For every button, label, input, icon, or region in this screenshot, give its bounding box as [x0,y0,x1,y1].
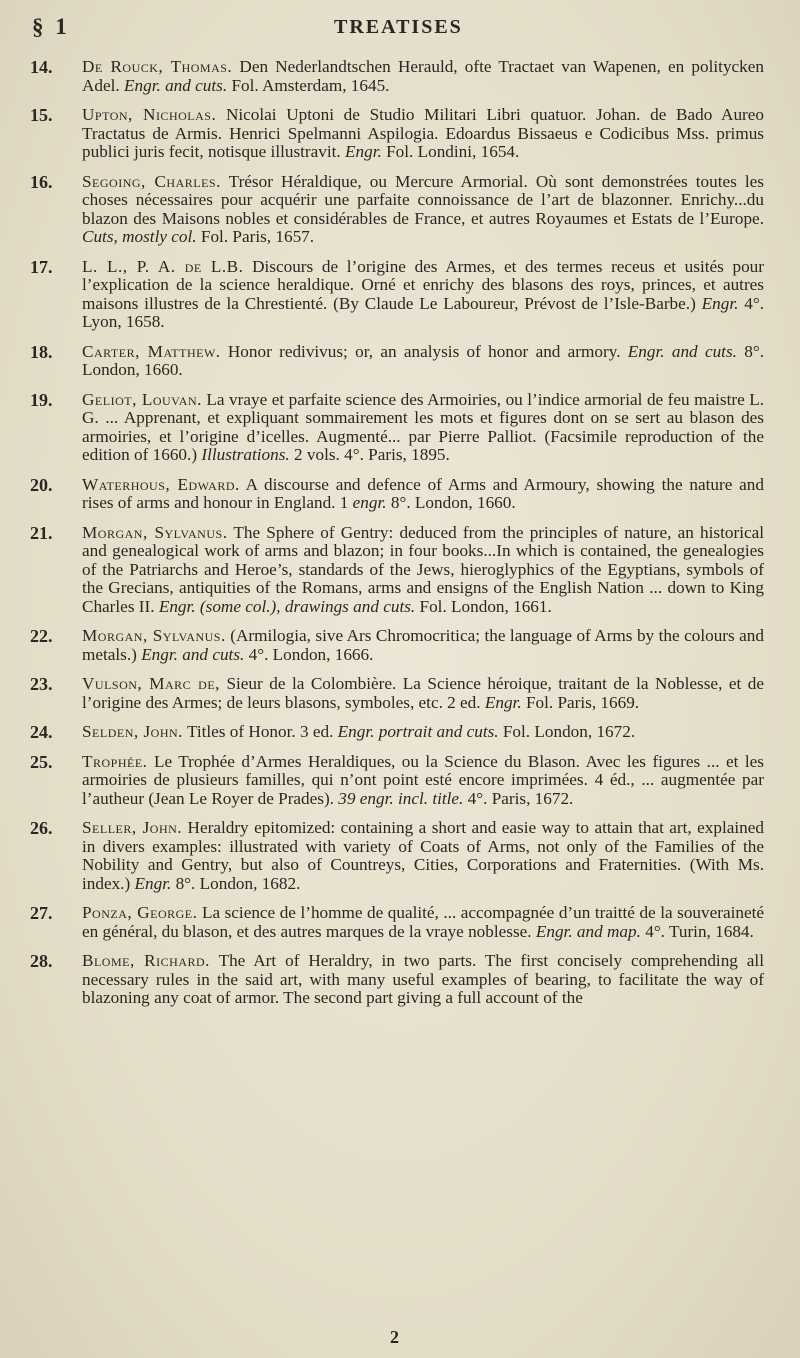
page-header [32,14,760,48]
page-title: TREATISES [334,16,463,38]
list-item: 15. Upton, Nicholas. Nicolai Uptoni de Studio Militari Libri quatuor. Johan. de Bado Aureo Tractatus de Armis. Henrici Spelmanni Aspilogia. Edoardus Bissaeus e Codicibus Mss. primus publici juris fecit, notisque illustravit. Engr. Fol. Londini, 1654. [30,105,765,161]
list-item: 20. Waterhous, Edward. A discourse and defence of Arms and Armoury, showing the nature and rises of arms and honour in England. 1 engr. 8°. London, 1660. [30,474,764,512]
list-item: 21. Morgan, Sylvanus. The Sphere of Gentry: deduced from the principles of nature, an historical and genealogical work of arms and blazon; in four books...In which is contained, the genealogies of the Patriarchs and Heroe’s, standards of the Jews, hieroglyphics of the Egyptians, symbols of the Grecians, antiquities of the Romans, arms and ensigns of the English Nation ... down to King Charles II. Engr. (some col.), drawings and cuts. Fol. London, 1661. [30,522,765,616]
list-item: 25. Trophée. Le Trophée d’Armes Heraldiques, ou la Science du Blason. Avec les figures ... et les armoiries de plusieurs familles, qui n’ont point esté encore imprimées. 4 éd., ... augmentée par l’autheur (Jean Le Royer de Prades). 39 engr. incl. title. 4°. Paris, 1672. [30,751,764,808]
section-mark: § 1 [32,14,70,39]
list-item: 19. Geliot, Louvan. La vraye et parfaite science des Armoiries, ou l’indice armorial de feu maistre L. G. ... Apprenant, et expliquant sommairement les mots et figures dont on se sert au blason des armoiries, et l’origine d’icelles. Augmenté... par Pierre Palliot. (Facsimile reproduction of the edition of 1660.) Illustrations. 2 vols. 4°. Paris, 1895. [30,389,764,464]
list-item: 27. Ponza, George. La science de l’homme de qualité, ... accompagnée d’un traitté de la souveraineté en général, du blason, et des autres marques de la vraye noblesse. Engr. and map. 4°. Turin, 1684. [30,903,764,941]
list-item: 23. Vulson, Marc de, Sieur de la Colombière. La Science héroique, traitant de la Noblesse, et de l’origine des Armes; de leurs blasons, symboles, etc. 2 ed. Engr. Fol. Paris, 1669. [30,674,764,712]
bibliography-list [0,58,800,1019]
list-item: 24. Selden, John. Titles of Honor. 3 ed. Engr. portrait and cuts. Fol. London, 1672. [30,722,636,742]
list-item: 17. L. L., P. A. de L.B. Discours de l’origine des Armes, et des termes receus et usités pour l’explication de la science heraldique. Orné et enrichy des blasons des roys, princes, et autres maisons illustres de la Chrestienté. (By Claude Le Laboureur, Prévost de l’Isle-Barbe.) Engr. 4°. Lyon, 1658. [30,256,765,331]
page-number: 2 [390,1327,399,1347]
list-item: 28. Blome, Richard. The Art of Heraldry, in two parts. The first concisely comprehending all necessary rules in the said art, with many useful examples of bearing, to facilitate the way of blazoning any coat of armor. The second part giving a full account of the [30,951,764,1007]
list-item: 16. Segoing, Charles. Trésor Héraldique, ou Mercure Armorial. Où sont demonstrées toutes les choses nécessaires pour acquérir une parfaite connoissance de l’art de blazonner. Enrichy...du blazon des Maisons nobles et considérables de France, et autres Royaumes et Estats de l’Europe. Cuts, mostly col. Fol. Paris, 1657. [30,171,764,246]
list-item: 26. Seller, John. Heraldry epitomized: containing a short and easie way to attain that art, explained in divers examples: illustrated with variety of Coats of Arms, not only of the Families of the Nobility and Gentry, but also of Countreys, Cities, Corporations and Fraternities. (With Ms. index.) Engr. 8°. London, 1682. [30,818,764,893]
list-item: 14. De Rouck, Thomas. Den Nederlandtschen Herauld, ofte Tractaet van Wapenen, en politycken Adel. Engr. and cuts. Fol. Amsterdam, 1645. [30,57,764,95]
list-item: 22. Morgan, Sylvanus. (Armilogia, sive Ars Chromocritica; the language of Arms by the colours and metals.) Engr. and cuts. 4°. London, 1666. [30,626,764,664]
list-item: 18. Carter, Matthew. Honor redivivus; or, an analysis of honor and armory. Engr. and cuts. 8°. London, 1660. [30,341,765,379]
